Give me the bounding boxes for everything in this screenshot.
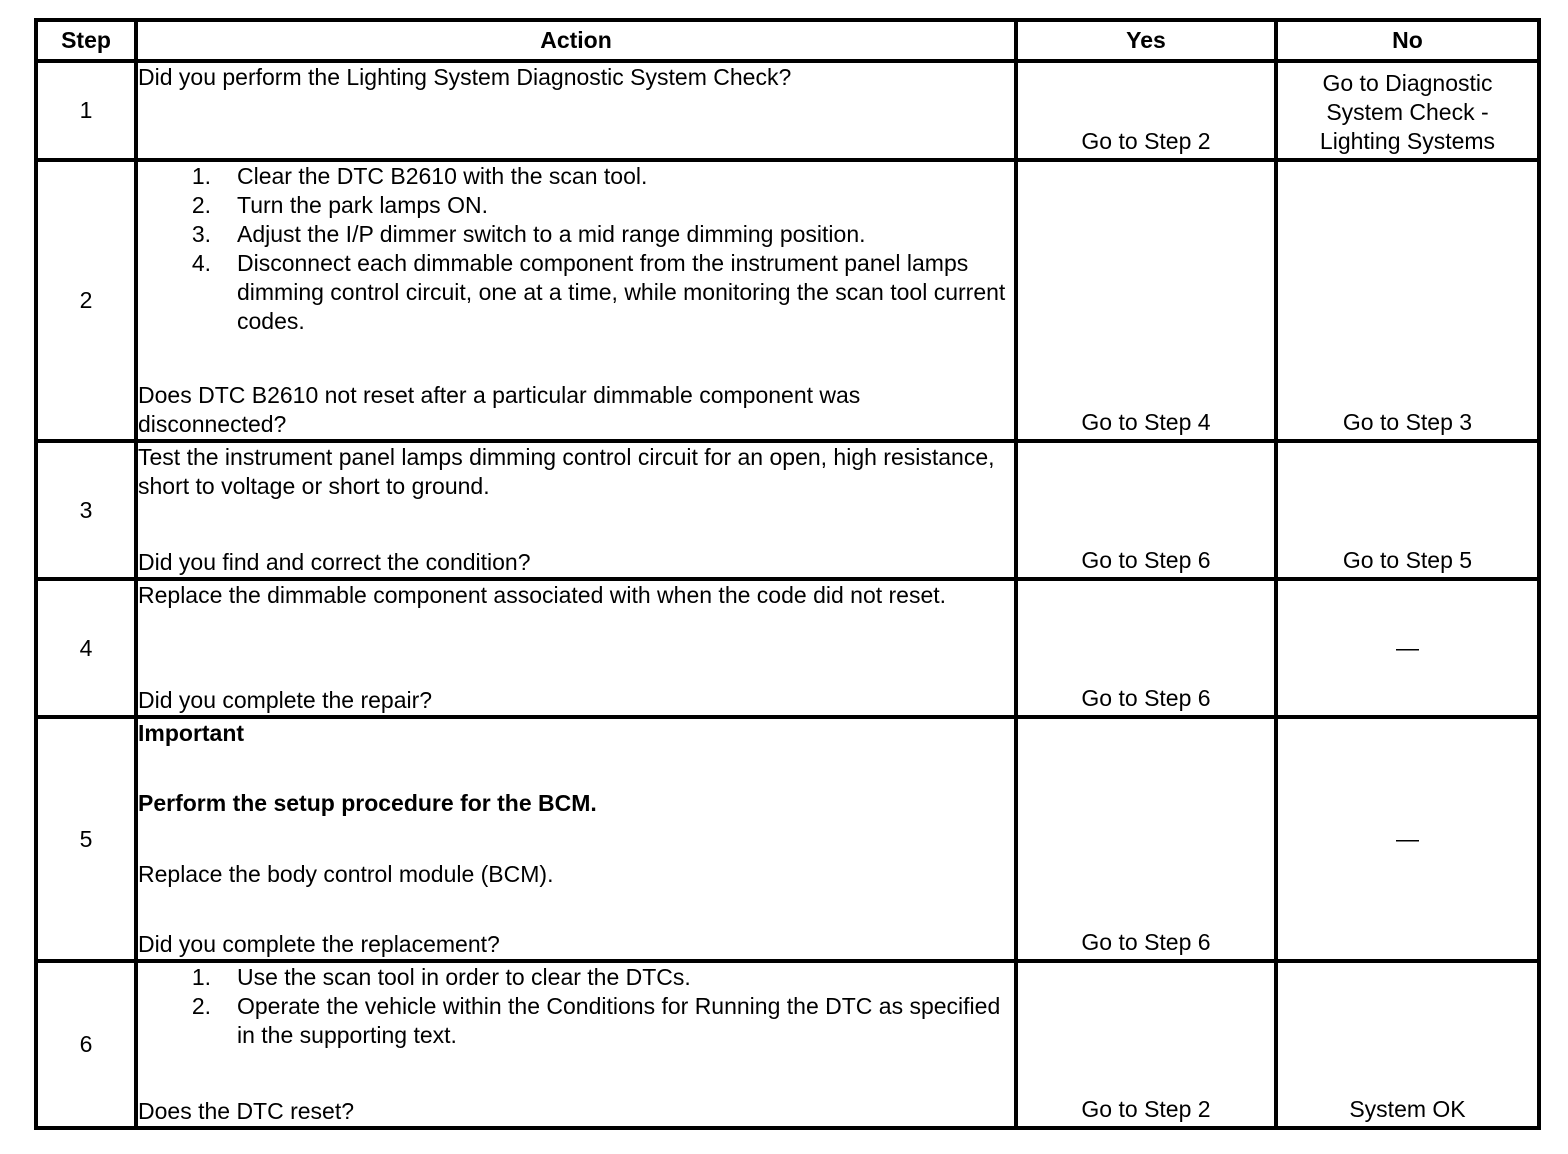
list-item: 2. Turn the park lamps ON. <box>191 192 488 218</box>
action-cell <box>136 61 1016 160</box>
yes-cell <box>1016 579 1276 717</box>
action-question: Did you complete the replacement? <box>138 930 500 957</box>
yes-link[interactable]: Go to Step 4 <box>1081 409 1211 435</box>
list-item: 1. Clear the DTC B2610 with the scan tool. <box>191 163 648 189</box>
list-item: 2. Operate the vehicle within the Conditions for Running the DTC as specified in the supporting text. <box>191 993 1001 1048</box>
action-text: Test the instrument panel lamps dimming control circuit for an open, high resistance, short to voltage or short to ground. <box>138 444 995 499</box>
no-link[interactable] <box>1278 69 1537 156</box>
procedure-list <box>138 963 1014 1050</box>
yes-cell <box>1016 61 1276 160</box>
yes-cell <box>1016 441 1276 579</box>
header-yes: Yes <box>1016 20 1276 61</box>
no-link[interactable]: Go to Step 5 <box>1342 547 1473 573</box>
step-number: 5 <box>36 717 136 961</box>
important-heading: Important <box>138 720 245 746</box>
yes-cell <box>1016 961 1276 1128</box>
no-link[interactable]: Go to Step 3 <box>1342 409 1473 435</box>
yes-cell <box>1016 160 1276 441</box>
action-text: Replace the dimmable component associated with when the code did not reset. <box>138 582 947 608</box>
action-cell <box>136 717 1016 961</box>
header-step: Step <box>36 20 136 61</box>
action-question: Does the DTC reset? <box>138 1098 355 1124</box>
procedure-list <box>138 162 1014 336</box>
important-note: Perform the setup procedure for the BCM. <box>138 790 597 817</box>
step-number: 1 <box>36 61 136 160</box>
diagnostic-table <box>34 18 1541 1130</box>
no-dash: — <box>1396 825 1419 852</box>
no-link[interactable]: System OK <box>1349 1096 1466 1122</box>
no-cell <box>1276 160 1539 441</box>
list-item: 1. Use the scan tool in order to clear the DTCs. <box>191 964 691 990</box>
table-row <box>36 61 1539 160</box>
list-item: 4. Disconnect each dimmable component from the instrument panel lamps dimming control circuit, one at a time, while monitoring the scan tool current codes. <box>191 250 1006 334</box>
step-number: 3 <box>36 441 136 579</box>
table-row <box>36 160 1539 441</box>
no-line: Lighting Systems <box>1319 128 1496 154</box>
action-cell <box>136 160 1016 441</box>
yes-cell <box>1016 717 1276 961</box>
yes-link[interactable]: Go to Step 6 <box>1081 685 1211 711</box>
step-number: 4 <box>36 579 136 717</box>
no-cell <box>1276 441 1539 579</box>
step-number: 2 <box>36 160 136 441</box>
yes-link[interactable]: Go to Step 2 <box>1081 1096 1211 1122</box>
action-cell <box>136 441 1016 579</box>
action-question: Did you find and correct the condition? <box>138 549 531 575</box>
table-row <box>36 717 1539 961</box>
no-line: System Check - <box>1326 99 1489 125</box>
no-cell <box>1276 61 1539 160</box>
yes-link[interactable]: Go to Step 6 <box>1081 929 1211 955</box>
no-cell <box>1276 717 1539 961</box>
table-row <box>36 961 1539 1128</box>
action-question: Did you perform the Lighting System Diagnostic System Check? <box>138 64 792 90</box>
action-question: Does DTC B2610 not reset after a particular dimmable component was disconnected? <box>138 382 861 437</box>
header-row <box>36 20 1539 61</box>
table-row <box>36 441 1539 579</box>
no-dash: — <box>1396 634 1419 661</box>
action-cell <box>136 961 1016 1128</box>
table-row <box>36 579 1539 717</box>
header-no: No <box>1276 20 1539 61</box>
action-question: Did you complete the repair? <box>138 687 433 713</box>
list-item: 3. Adjust the I/P dimmer switch to a mid range dimming position. <box>191 221 866 247</box>
action-text: Replace the body control module (BCM). <box>138 860 554 887</box>
yes-link[interactable]: Go to Step 2 <box>1081 128 1211 154</box>
action-cell <box>136 579 1016 717</box>
no-line: Go to Diagnostic <box>1322 70 1493 96</box>
no-cell <box>1276 961 1539 1128</box>
header-action: Action <box>136 20 1016 61</box>
step-number: 6 <box>36 961 136 1128</box>
no-cell <box>1276 579 1539 717</box>
yes-link[interactable]: Go to Step 6 <box>1081 547 1211 573</box>
